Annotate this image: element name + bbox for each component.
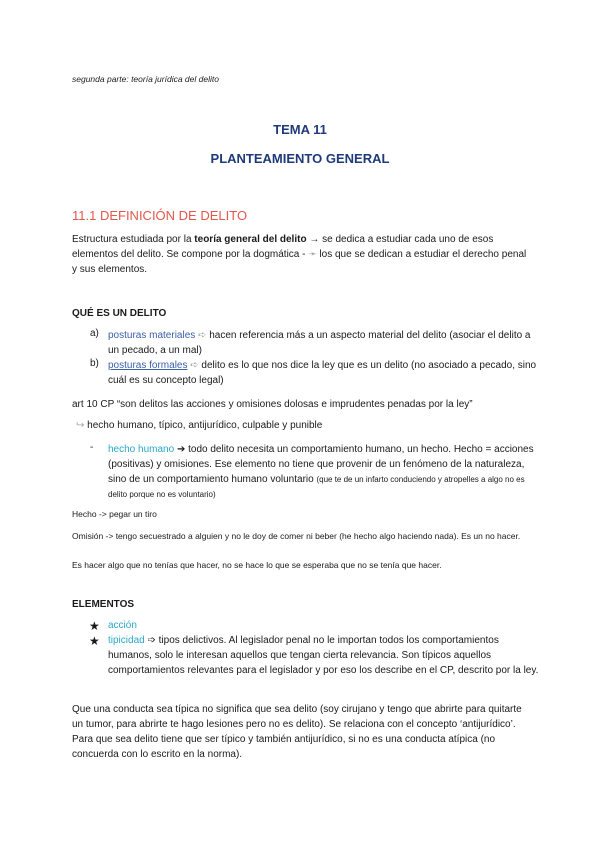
item-note: (que te de un infarto conduciendo y atropelles a algo no es delito porque no es voluntario) [108,475,525,499]
closing-paragraph: Que una conducta sea típica no significa que sea delito (soy cirujano y tengo que abrirte para quitarte un tumor, para abrirte te hago lesiones pero no es delito). Se relaciona con el concepto ‘antijurídico’. Para que sea delito tiene que ser típico y también antijurídico, si no es una conducta atípica (no concuerda con lo escrito en la norma). [72,704,522,760]
arrow-icon: ➪ [195,330,210,341]
que-es-heading: QUÉ ES UN DELITO [72,308,167,319]
term-accion: acción [108,620,137,631]
bold-arrow-icon: ➔ [174,444,189,455]
term-hecho-humano: hecho humano [108,444,175,455]
item-text: hacen referencia más a un aspecto material del delito (asociar el delito a un pecado, a un mal) [108,330,531,356]
section-title: 11.1 DEFINICIÓN DE DELITO [72,208,248,223]
term-posturas-formales: posturas formales [108,360,188,371]
elements-summary [76,418,532,433]
hook-arrow-icon: ↪ [76,420,85,431]
star-icon: ★ [89,619,100,633]
arrow-icon: ➪ [187,360,202,371]
intro-bold: teoría general del delito [194,234,307,245]
term-tipicidad: tipicidad [108,635,145,646]
item-text: delito es lo que nos dice la ley que es un delito (no asociado a pecado, sino cuál es su concepto legal) [108,360,537,386]
example-omision: Omisión -> tengo secuestrado a alguien y no le doy de comer ni beber (he hecho algo haciendo nada). Es un no hacer. [72,531,521,541]
list-item-posturas-formales [108,358,540,388]
list-item-hecho-humano [108,442,540,502]
art-10-quote: art 10 CP “son delitos las acciones y omisiones dolosas e imprudentes penadas por la ley” [72,399,473,410]
example-hecho: Hecho -> pegar un tiro [72,509,157,519]
list-marker-dash: - [90,442,94,453]
intro-text-a: Estructura estudiada por la [72,234,195,245]
intro-paragraph [72,232,528,277]
intro-text-c: los que se dedican a estudiar el derecho penal y sus elementos. [72,249,527,275]
term-posturas-materiales: posturas materiales [108,330,196,341]
list-item-tipicidad [108,633,540,678]
right-arrow-icon: → [306,234,323,245]
example-hacer: Es hacer algo que no tenías que hacer, no se hace lo que se esperaba que no se tenía que hacer. [72,560,442,570]
item-text: todo delito necesita un comportamiento humano, un hecho. Hecho = acciones (positivas) y omisiones. Ese elemento no tiene que provenir de un fenómeno de la naturaleza, sino de un comportamiento humano voluntario [108,444,534,485]
header-note: segunda parte: teoría jurídica del delito [72,74,219,84]
item-text: tipos delictivos. Al legislador penal no le importan todos los comportamientos humanos, solo le interesan aquellos que tengan cierta relevancia. Son típicos aquellos comportamientos relevantes para el legislador y por eso los describe en el CP, descrito por la ley. [108,635,539,676]
list-marker-b: b) [90,358,99,369]
arrow-icon: ➛ [308,249,317,260]
arrow-icon: ➩ [144,635,159,646]
list-item-accion [108,618,540,633]
list-marker-a: a) [90,328,99,339]
intro-text-b: se dedica a estudiar cada uno de esos elementos del delito. Se compone por la dogmática - [72,234,494,260]
elementos-heading: ELEMENTOS [72,599,135,610]
elements-summary-text: hecho humano, típico, antijurídico, culpable y punible [84,420,323,431]
star-icon: ★ [89,634,100,648]
tema-title: PLANTEAMIENTO GENERAL [210,151,390,166]
tema-number: TEMA 11 [273,122,327,137]
list-item-posturas-materiales [108,328,540,358]
